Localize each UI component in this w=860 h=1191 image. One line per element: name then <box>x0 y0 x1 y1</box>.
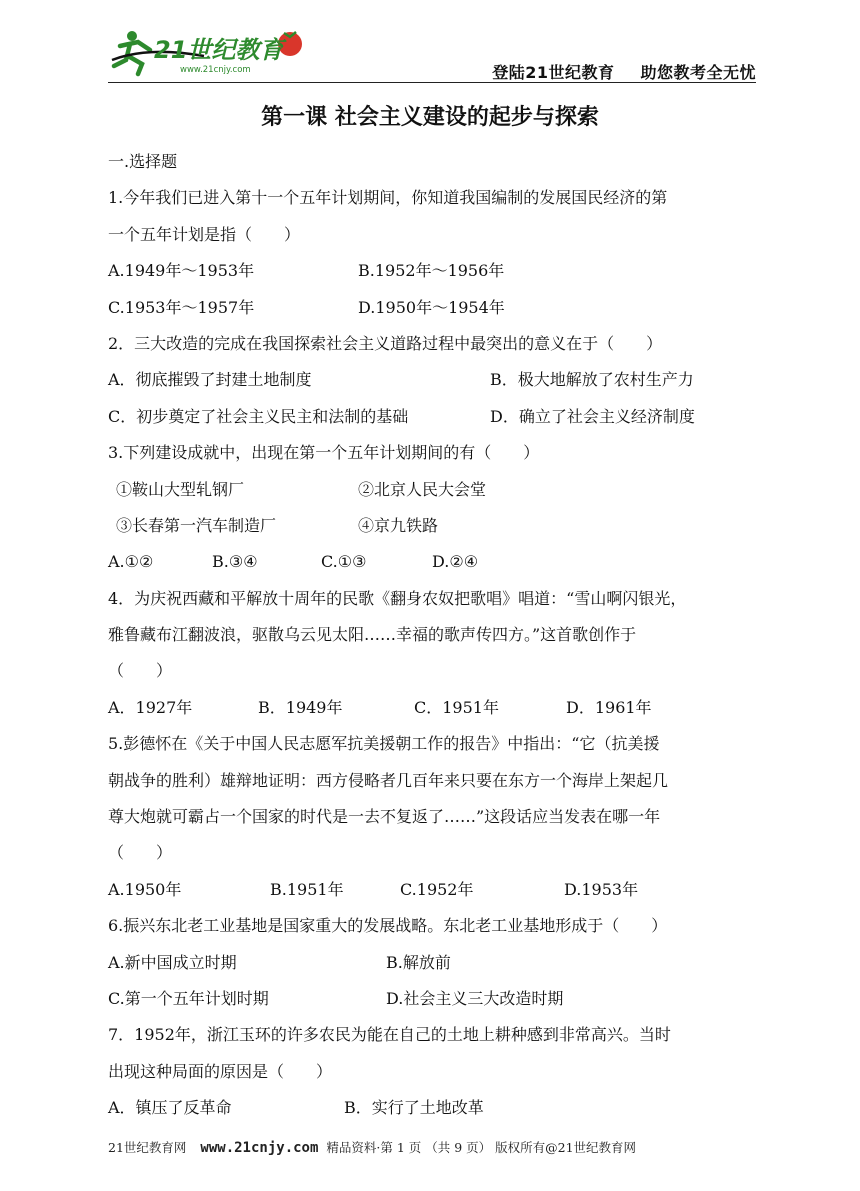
q1-option-c: C.1953年～1957年 <box>108 297 255 317</box>
q3-option-b: B.③④ <box>212 552 258 572</box>
q3-item-2: ②北京人民大会堂 <box>358 479 487 499</box>
q1-option-d: D.1950年～1954年 <box>358 297 505 317</box>
q4-option-a: A．1927年 <box>108 697 193 717</box>
q7-stem-line1: 7．1952年，浙江玉环的许多农民为能在自己的土地上耕种感到非常高兴。当时 <box>108 1025 671 1045</box>
q4-stem-line1: 4．为庆祝西藏和平解放十周年的民歌《翻身农奴把歌唱》唱道：“雪山啊闪银光， <box>108 588 687 608</box>
footer-right: 精品资料·第 1 页 （共 9 页） 版权所有@21世纪教育网 <box>326 1140 637 1155</box>
q7-options <box>108 1090 756 1126</box>
q6-options-row1 <box>108 945 756 981</box>
q5-option-a: A.1950年 <box>108 879 182 899</box>
q5-stem-line1: 5.彭德怀在《关于中国人民志愿军抗美援朝工作的报告》中指出：“它（抗美援 <box>108 734 660 754</box>
q4-stem-line3: （ ） <box>108 661 173 681</box>
q1-option-a: A.1949年～1953年 <box>108 261 255 281</box>
q1-stem-line1: 1.今年我们已进入第十一个五年计划期间，你知道我国编制的发展国民经济的第 <box>108 188 668 208</box>
q6-options-row2 <box>108 981 756 1017</box>
q7-stem-line2: 出现这种局面的原因是（ ） <box>108 1061 333 1081</box>
q3-option-a: A.①② <box>108 552 154 572</box>
q5-option-d: D.1953年 <box>564 879 639 899</box>
q5-options <box>108 872 756 908</box>
q2-option-c: C．初步奠定了社会主义民主和法制的基础 <box>108 406 409 426</box>
logo-text: 21世纪教育 <box>154 36 284 64</box>
q7-option-a: A．镇压了反革命 <box>108 1098 232 1118</box>
q2-stem: 2．三大改造的完成在我国探索社会主义道路过程中最突出的意义在于（ ） <box>108 333 663 353</box>
q7-option-b: B．实行了土地改革 <box>344 1098 484 1118</box>
question-list <box>108 144 756 1127</box>
q3-items-row2 <box>108 508 756 544</box>
logo <box>108 26 308 78</box>
logo-graphic <box>108 26 308 78</box>
q1-options-row1 <box>108 253 756 289</box>
footer-left: 21世纪教育网 <box>108 1140 187 1155</box>
q2-option-d: D．确立了社会主义经济制度 <box>490 406 695 426</box>
q3-item-3: ③长春第一汽车制造厂 <box>116 515 277 535</box>
header-divider <box>108 82 756 83</box>
q6-stem: 6.振兴东北老工业基地是国家重大的发展战略。东北老工业基地形成于（ ） <box>108 916 668 936</box>
q4-option-c: C．1951年 <box>414 697 499 717</box>
q2-option-a: A．彻底摧毁了封建土地制度 <box>108 370 312 390</box>
q5-stem-line2: 朝战争的胜利）雄辩地证明：西方侵略者几百年来只要在东方一个海岸上架起几 <box>108 770 669 790</box>
q3-option-d: D.②④ <box>432 552 479 572</box>
q6-option-b: B.解放前 <box>386 952 451 972</box>
q6-option-a: A.新中国成立时期 <box>108 952 237 972</box>
header-slogan <box>466 60 756 83</box>
q3-option-c: C.①③ <box>321 552 367 572</box>
q3-item-1: ①鞍山大型轧钢厂 <box>116 479 245 499</box>
page-title: 第一课 社会主义建设的起步与探索 <box>261 105 599 130</box>
q1-stem-line2: 一个五年计划是指（ ） <box>108 224 301 244</box>
q3-stem: 3.下列建设成就中，出现在第一个五年计划期间的有（ ） <box>108 443 540 463</box>
q5-stem-line4: （ ） <box>108 843 173 863</box>
q4-option-d: D．1961年 <box>566 697 652 717</box>
q4-option-b: B．1949年 <box>258 697 343 717</box>
page-header <box>108 26 756 82</box>
q2-options-row2 <box>108 399 756 435</box>
q3-item-4: ④京九铁路 <box>358 515 439 535</box>
q5-option-b: B.1951年 <box>270 879 344 899</box>
q5-option-c: C.1952年 <box>400 879 474 899</box>
section-heading: 一.选择题 <box>108 152 178 171</box>
q3-options <box>108 544 756 580</box>
slogan-left: 登陆21世纪教育 <box>492 63 615 82</box>
q2-options-row1 <box>108 362 756 398</box>
logo-url: www.21cnjy.com <box>180 65 251 75</box>
q1-options-row2 <box>108 290 756 326</box>
q6-option-d: D.社会主义三大改造时期 <box>386 988 564 1008</box>
slogan-right: 助您教考全无忧 <box>640 63 756 82</box>
q3-items-row1 <box>108 472 756 508</box>
q4-stem-line2: 雅鲁藏布江翻波浪，驱散乌云见太阳……幸福的歌声传四方。”这首歌创作于 <box>108 625 637 645</box>
q5-stem-line3: 尊大炮就可霸占一个国家的时代是一去不复返了……”这段话应当发表在哪一年 <box>108 807 661 827</box>
q2-option-b: B．极大地解放了农村生产力 <box>490 370 694 390</box>
q1-option-b: B.1952年～1956年 <box>358 261 505 281</box>
page-footer <box>108 1138 756 1156</box>
q6-option-c: C.第一个五年计划时期 <box>108 988 269 1008</box>
q4-options <box>108 690 756 726</box>
footer-site-link[interactable]: www.21cnjy.com <box>200 1140 319 1156</box>
